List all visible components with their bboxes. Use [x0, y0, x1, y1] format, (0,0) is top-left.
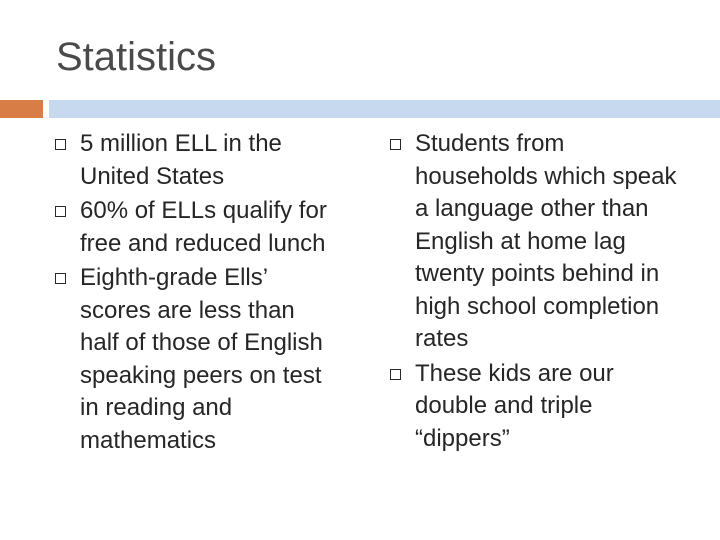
slide-title: Statistics	[56, 35, 217, 79]
bullet-text: 5 million ELL in the United States	[80, 130, 282, 190]
title-accent-bar	[0, 100, 43, 118]
list-item	[52, 195, 336, 260]
list-item	[387, 358, 677, 456]
list-item	[387, 128, 677, 356]
list-item	[52, 262, 336, 457]
bullet-text: These kids are our double and triple “dippers”	[415, 359, 614, 452]
right-bullet-list	[387, 128, 677, 455]
bullet-text: 60% of ELLs qualify for free and reduced lunch	[80, 197, 327, 257]
square-bullet-icon	[55, 139, 66, 150]
left-column	[52, 128, 336, 459]
square-bullet-icon	[55, 273, 66, 284]
bullet-text: Students from households which speak a language other than English at home lag twenty points behind in high school completion rates	[415, 130, 677, 352]
bullet-text: Eighth-grade Ells’ scores are less than half of those of English speaking peers on test in reading and mathematics	[80, 264, 323, 454]
square-bullet-icon	[390, 139, 401, 150]
left-bullet-list	[52, 128, 336, 457]
square-bullet-icon	[390, 369, 401, 380]
list-item	[52, 128, 336, 193]
right-column	[387, 128, 677, 457]
square-bullet-icon	[55, 206, 66, 217]
title-rule	[49, 100, 720, 118]
